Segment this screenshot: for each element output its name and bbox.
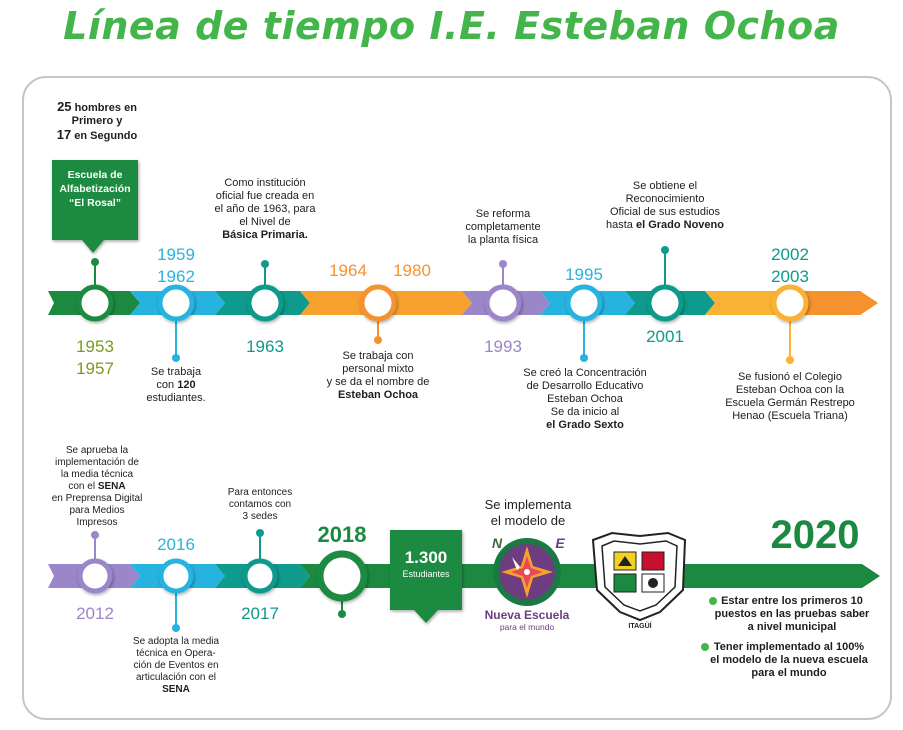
year-1995: 1995 xyxy=(565,265,603,284)
students-count: 1.300 xyxy=(404,548,448,567)
note-1964: Se trabaja con personal mixto y se da el nombre de Esteban Ochoa xyxy=(326,350,430,401)
year-2001: 2001 xyxy=(646,327,684,346)
logo-letter-n: N xyxy=(491,535,503,551)
node-1993 xyxy=(487,287,519,319)
students-label: Estudiantes xyxy=(402,569,450,579)
rosal-card: Escuela de Alfabetización “El Rosal” xyxy=(59,169,131,209)
year-2012: 2012 xyxy=(76,604,114,623)
year-2017: 2017 xyxy=(241,604,279,623)
node-2001 xyxy=(649,287,681,319)
node-1964 xyxy=(362,287,394,319)
year-1964: 1964 xyxy=(329,261,367,280)
logo-name: Nueva Escuela xyxy=(484,608,570,622)
node-2017 xyxy=(245,561,275,591)
node-2018 xyxy=(320,554,364,598)
note-2017: Para entonces contamos con 3 sedes xyxy=(227,487,293,522)
year-2016: 2016 xyxy=(157,535,195,554)
model-heading: Se implementa el modelo de xyxy=(484,497,572,528)
year-1959-1962: 1959 1962 xyxy=(157,245,195,286)
students-card xyxy=(390,548,462,580)
note-1995: Se creó la Concentración de Desarrollo Educativo Esteban Ochoa Se da inicio al el Grado Sexto xyxy=(523,367,647,431)
note-1963: Como institución oficial fue creada en el año de 1963, para el Nivel de Básica Primaria. xyxy=(214,177,316,241)
note-1993: Se reforma completamente la planta física xyxy=(465,208,541,246)
node-1959 xyxy=(160,287,192,319)
logo-letter-e: E xyxy=(555,535,565,551)
goal-1: Estar entre los primeros 10 puestos en las pruebas saber a nivel municipal xyxy=(714,595,870,633)
year-1953-1957: 1953 1957 xyxy=(76,337,114,378)
year-2018: 2018 xyxy=(317,522,367,547)
note-1953-students: 25 hombres en Primero y 17 en Segundo xyxy=(56,99,138,142)
node-1963 xyxy=(249,287,281,319)
node-2002 xyxy=(774,287,806,319)
note-2001: Se obtiene el Reconocimiento Oficial de sus estudios hasta el Grado Noveno xyxy=(606,180,724,231)
note-2012: Se aprueba la implementación de la media técnica con el SENA en Preprensa Digital para Medios Impresos xyxy=(51,445,143,528)
institution-shield-icon xyxy=(593,533,685,620)
year-2020: 2020 xyxy=(770,513,860,557)
year-2002-2003: 2002 2003 xyxy=(771,245,809,286)
node-1953 xyxy=(79,287,111,319)
year-1963: 1963 xyxy=(246,337,284,356)
band-b-green xyxy=(300,564,880,588)
page-title: Línea de tiempo I.E. Esteban Ochoa xyxy=(63,4,840,48)
year-1993: 1993 xyxy=(484,337,522,356)
note-2003: Se fusionó el Colegio Esteban Ochoa con la Escuela Germán Restrepo Henao (Escuela Triana) xyxy=(725,371,855,422)
node-1995 xyxy=(568,287,600,319)
year-1980: 1980 xyxy=(393,261,431,280)
note-2016: Se adopta la media técnica en Opera- ción de Eventos en articulación con el SENA xyxy=(132,636,220,695)
node-2016 xyxy=(161,561,191,591)
logo-subtitle: para el mundo xyxy=(499,622,555,632)
note-1959: Se trabaja con 120 estudiantes. xyxy=(146,366,206,404)
goal-2: Tener implementado al 100% el modelo de la nueva escuela para el mundo xyxy=(710,641,868,679)
node-2012 xyxy=(80,561,110,591)
shield-label: ITAGÜÍ xyxy=(628,623,652,630)
